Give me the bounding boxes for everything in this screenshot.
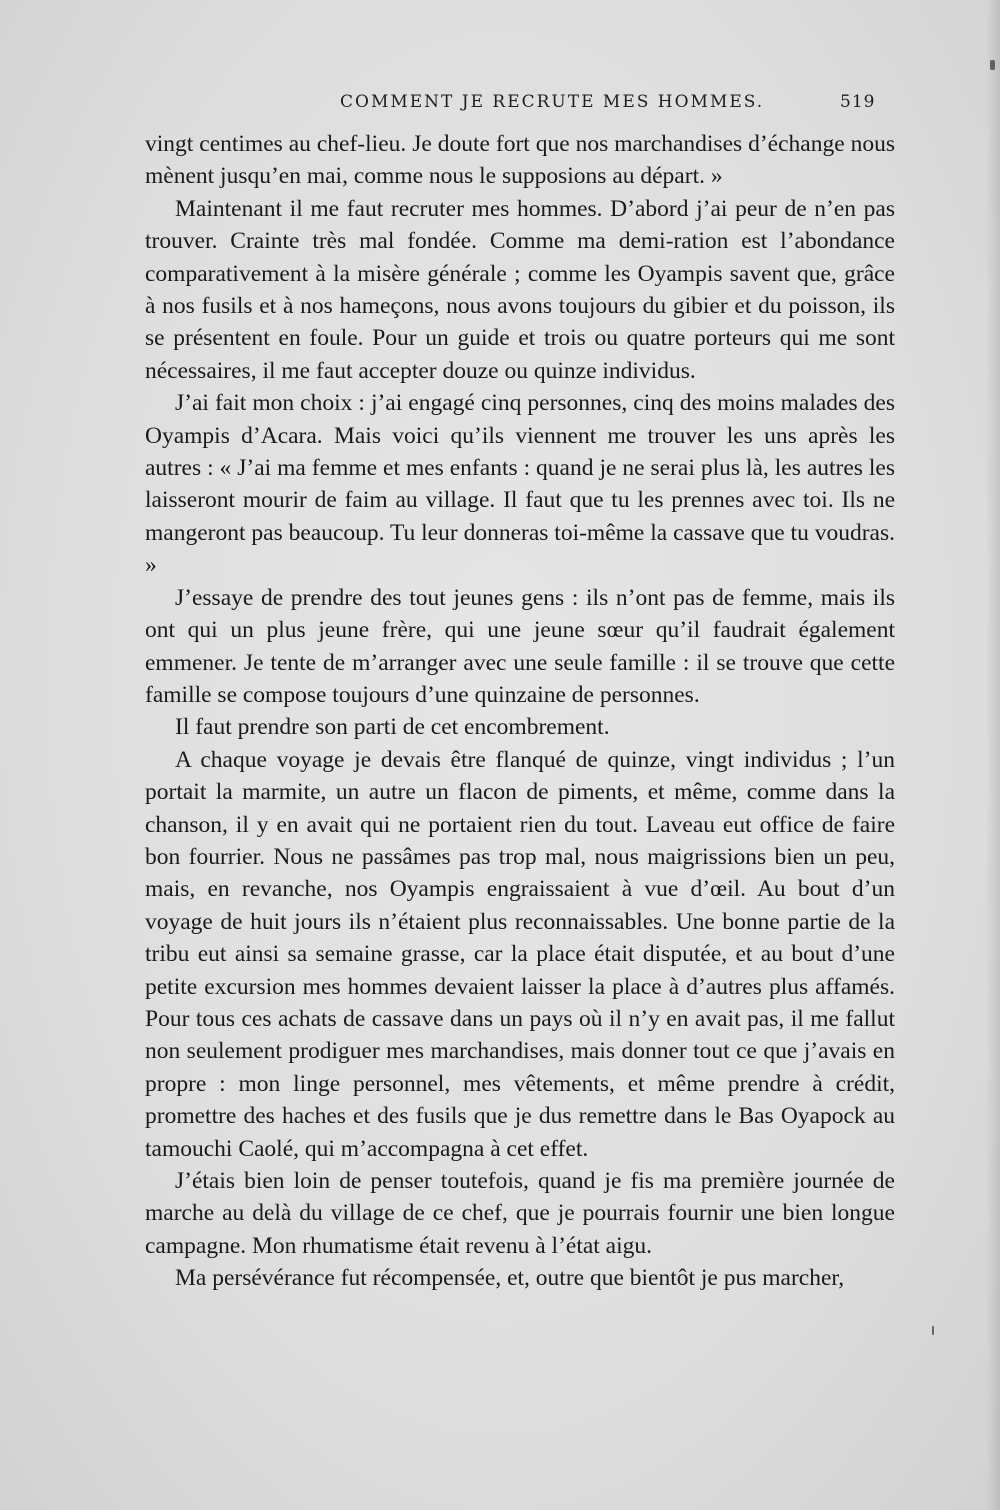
paragraph-2: Maintenant il me faut recruter mes hommes. D’abord j’ai peur de n’en pas trouver. Crainte très mal fondée. Comme ma demi-ration est l’abondance comparativement à la misère générale ; comme les Oyampis savent que, grâce à nos fusils et à nos hameçons, nous avons toujours du gibier et du poisson, ils se présentent en foule. Pour un guide et trois ou quatre porteurs qui me sont nécessaires, il me faut accepter douze ou quinze individus. — [145, 195, 895, 384]
page-number: 519 — [840, 92, 876, 112]
paragraph-3: J’ai fait mon choix : j’ai engagé cinq personnes, cinq des moins malades des Oyampis d’Acara. Mais voici qu’ils viennent me trouver les uns après les autres : « J’ai ma femme et mes enfants : quand je ne serai plus là, les autres les laisseront mourir de faim au village. Il faut que tu les prennes avec toi. Ils ne mangeront pas beaucoup. Tu leur donneras toi-même la cassave que tu voudras. » — [145, 390, 895, 579]
paragraph-1: vingt centimes au chef-lieu. Je doute fort que nos marchandises d’échange nous mènent jusqu’en mai, comme nous le supposions au départ. » — [145, 131, 895, 190]
page-edge-shadow — [986, 0, 1000, 1510]
paragraph-6: A chaque voyage je devais être flanqué de quinze, vingt individus ; l’un portait la marmite, un autre un flacon de piments, et même, comme dans la chanson, il y en avait qui ne portaient rien du tout. Laveau eut office de faire bon fourrier. Nous ne passâmes pas trop mal, nous maigrissions bien un peu, mais, en revanche, nos Oyampis engraissaient à vue d’œil. Au bout d’un voyage de huit jours ils n’étaient plus reconnaissables. Une bonne partie de la tribu eut ainsi sa semaine grasse, car la place était disputée, et au bout d’une petite excursion mes hommes devaient laisser la place à d’autres plus affamés. Pour tous ces achats de cassave dans un pays où il n’y en avait pas, il me fallut non seulement prodiguer mes marchandises, mais donner tout ce que j’avais en propre : mon linge personnel, mes vêtements, et même prendre à crédit, promettre des haches et des fusils que je dus remettre dans le Bas Oyapock au tamouchi Caolé, qui m’accompagna à cet effet. — [145, 746, 895, 1162]
paragraph-7: J’étais bien loin de penser toutefois, quand je fis ma première journée de marche au delà du village de ce chef, que je pourrais fournir une bien longue campagne. Mon rhumatisme était revenu à l’état aigu. — [145, 1168, 895, 1259]
paragraph-8: Ma persévérance fut récompensée, et, outre que bientôt je pus marcher, — [175, 1265, 845, 1292]
paragraph-4: J’essaye de prendre des tout jeunes gens : ils n’ont pas de femme, mais ils ont qui un plus jeune frère, qui une jeune sœur qu’il faudrait également emmener. Je tente de m’arranger avec une seule famille : il se trouve que cette famille se compose toujours d’une quinzaine de personnes. — [145, 584, 895, 708]
paper-speck — [932, 1326, 934, 1335]
running-head — [0, 92, 1000, 118]
body-text — [145, 128, 895, 1295]
running-title: COMMENT JE RECRUTE MES HOMMES. — [340, 92, 765, 112]
paragraph-5: Il faut prendre son parti de cet encombrement. — [175, 714, 610, 741]
paper-speck — [990, 60, 995, 70]
